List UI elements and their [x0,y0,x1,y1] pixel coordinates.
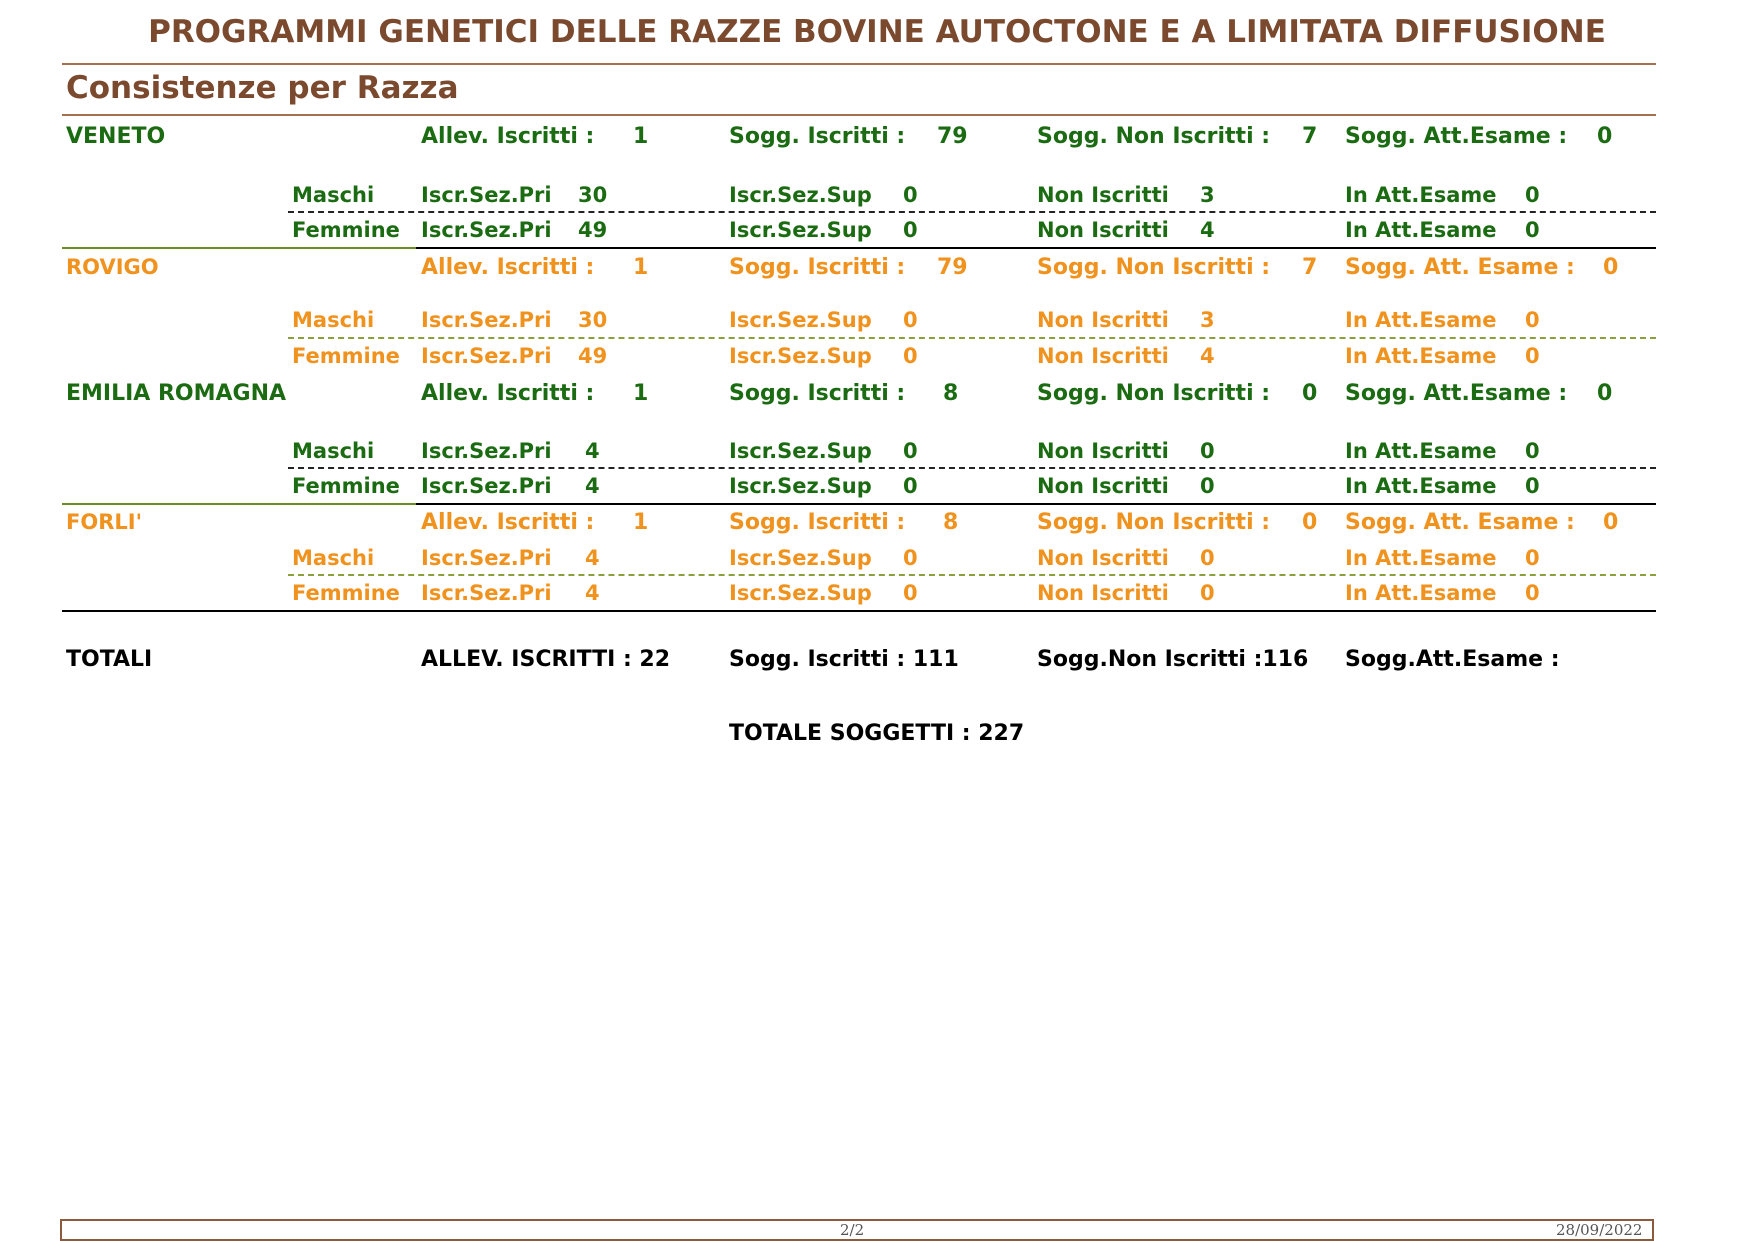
pri-value: 49 [578,344,608,368]
allev-label: Allev. Iscritti : [421,381,595,406]
allev-label: Allev. Iscritti : [421,124,595,149]
att-value: 0 [1597,124,1613,149]
att-value: 0 [1603,255,1619,280]
sogg-label: Sogg. Iscritti : [729,381,906,406]
sup-value: 0 [903,546,918,570]
non-iscritti-value: 3 [1200,308,1215,332]
att-label: Sogg. Att. Esame : [1345,255,1575,280]
table-bottom-rule [62,610,1656,612]
sup-value: 0 [903,581,918,605]
pri-label: Iscr.Sez.Pri [421,474,552,498]
att-esame-label: In Att.Esame [1345,218,1497,242]
non-iscritti-label: Non Iscritti [1037,439,1169,463]
section-divider-accent [62,247,416,249]
att-value: 0 [1603,510,1619,535]
femmine-label: Femmine [292,581,400,605]
allev-label: Allev. Iscritti : [421,255,595,280]
non-iscritti-value: 3 [1200,183,1215,207]
pri-value: 30 [578,183,608,207]
sogg-value: 8 [943,381,959,406]
sup-value: 0 [903,218,918,242]
allev-value: 1 [633,255,649,280]
report-title: PROGRAMMI GENETICI DELLE RAZZE BOVINE AUTOCTONE E A LIMITATA DIFFUSIONE [148,14,1606,50]
sup-label: Iscr.Sez.Sup [729,474,872,498]
pri-value: 49 [578,218,608,242]
att-esame-label: In Att.Esame [1345,439,1497,463]
allev-value: 1 [633,510,649,535]
att-esame-value: 0 [1525,474,1540,498]
sup-label: Iscr.Sez.Sup [729,581,872,605]
att-esame-value: 0 [1525,439,1540,463]
sup-value: 0 [903,308,918,332]
att-esame-value: 0 [1525,218,1540,242]
non-iscritti-value: 0 [1200,439,1215,463]
att-esame-label: In Att.Esame [1345,474,1497,498]
row-divider [288,467,1656,469]
sup-label: Iscr.Sez.Sup [729,344,872,368]
att-esame-value: 0 [1525,581,1540,605]
att-esame-label: In Att.Esame [1345,183,1497,207]
att-label: Sogg. Att. Esame : [1345,510,1575,535]
totals-sogg: Sogg. Iscritti : 111 [729,647,959,672]
att-esame-value: 0 [1525,308,1540,332]
att-esame-label: In Att.Esame [1345,344,1497,368]
sogg-value: 79 [937,124,968,149]
non-iscritti-label: Non Iscritti [1037,474,1169,498]
att-value: 0 [1597,381,1613,406]
section-divider-accent [62,503,416,505]
non-iscritti-label: Non Iscritti [1037,344,1169,368]
pri-value: 4 [585,474,600,498]
row-divider [288,337,1656,339]
non-value: 0 [1302,381,1318,406]
pri-value: 4 [585,439,600,463]
non-iscritti-label: Non Iscritti [1037,308,1169,332]
region-name: EMILIA ROMAGNA [66,381,287,406]
sup-value: 0 [903,183,918,207]
subtitle-rule [62,114,1656,116]
pri-label: Iscr.Sez.Pri [421,308,552,332]
att-esame-value: 0 [1525,183,1540,207]
pri-label: Iscr.Sez.Pri [421,218,552,242]
femmine-label: Femmine [292,218,400,242]
title-rule [62,63,1656,65]
sogg-value: 8 [943,510,959,535]
non-label: Sogg. Non Iscritti : [1037,510,1271,535]
pri-value: 4 [585,581,600,605]
maschi-label: Maschi [292,439,375,463]
non-iscritti-value: 0 [1200,546,1215,570]
maschi-label: Maschi [292,308,375,332]
row-divider [288,574,1656,576]
sogg-value: 79 [937,255,968,280]
section-subtitle: Consistenze per Razza [66,70,459,106]
sup-value: 0 [903,474,918,498]
non-label: Sogg. Non Iscritti : [1037,124,1271,149]
pri-value: 4 [585,546,600,570]
att-esame-label: In Att.Esame [1345,581,1497,605]
non-iscritti-label: Non Iscritti [1037,546,1169,570]
pri-label: Iscr.Sez.Pri [421,439,552,463]
maschi-label: Maschi [292,183,375,207]
femmine-label: Femmine [292,344,400,368]
non-iscritti-label: Non Iscritti [1037,183,1169,207]
non-iscritti-value: 4 [1200,344,1215,368]
non-iscritti-value: 4 [1200,218,1215,242]
att-esame-value: 0 [1525,344,1540,368]
totals-allev: ALLEV. ISCRITTI : 22 [421,647,671,672]
non-label: Sogg. Non Iscritti : [1037,381,1271,406]
row-divider [288,211,1656,213]
pri-label: Iscr.Sez.Pri [421,546,552,570]
att-esame-label: In Att.Esame [1345,546,1497,570]
section-divider [416,247,1656,249]
totals-non-iscritti: Sogg.Non Iscritti :116 [1037,647,1309,672]
sup-label: Iscr.Sez.Sup [729,218,872,242]
sogg-label: Sogg. Iscritti : [729,124,906,149]
sup-label: Iscr.Sez.Sup [729,308,872,332]
totals-att-esame: Sogg.Att.Esame : [1345,647,1560,672]
allev-value: 1 [633,124,649,149]
att-label: Sogg. Att.Esame : [1345,381,1568,406]
non-iscritti-label: Non Iscritti [1037,581,1169,605]
non-iscritti-label: Non Iscritti [1037,218,1169,242]
region-name: VENETO [66,124,166,149]
non-value: 7 [1302,255,1318,280]
non-iscritti-value: 0 [1200,474,1215,498]
att-esame-value: 0 [1525,546,1540,570]
allev-value: 1 [633,381,649,406]
maschi-label: Maschi [292,546,375,570]
sogg-label: Sogg. Iscritti : [729,255,906,280]
sup-value: 0 [903,344,918,368]
att-label: Sogg. Att.Esame : [1345,124,1568,149]
non-value: 7 [1302,124,1318,149]
sup-value: 0 [903,439,918,463]
sup-label: Iscr.Sez.Sup [729,546,872,570]
page-number: 2/2 [840,1221,865,1239]
sup-label: Iscr.Sez.Sup [729,183,872,207]
pri-label: Iscr.Sez.Pri [421,344,552,368]
femmine-label: Femmine [292,474,400,498]
region-name: ROVIGO [66,255,159,279]
pri-label: Iscr.Sez.Pri [421,183,552,207]
pri-value: 30 [578,308,608,332]
section-divider [416,503,1656,505]
footer-date: 28/09/2022 [1556,1221,1643,1239]
totals-label: TOTALI [66,647,153,672]
allev-label: Allev. Iscritti : [421,510,595,535]
non-iscritti-value: 0 [1200,581,1215,605]
att-esame-label: In Att.Esame [1345,308,1497,332]
sup-label: Iscr.Sez.Sup [729,439,872,463]
totale-soggetti: TOTALE SOGGETTI : 227 [729,721,1025,746]
pri-label: Iscr.Sez.Pri [421,581,552,605]
sogg-label: Sogg. Iscritti : [729,510,906,535]
non-value: 0 [1302,510,1318,535]
non-label: Sogg. Non Iscritti : [1037,255,1271,280]
region-name: FORLI' [66,510,142,534]
